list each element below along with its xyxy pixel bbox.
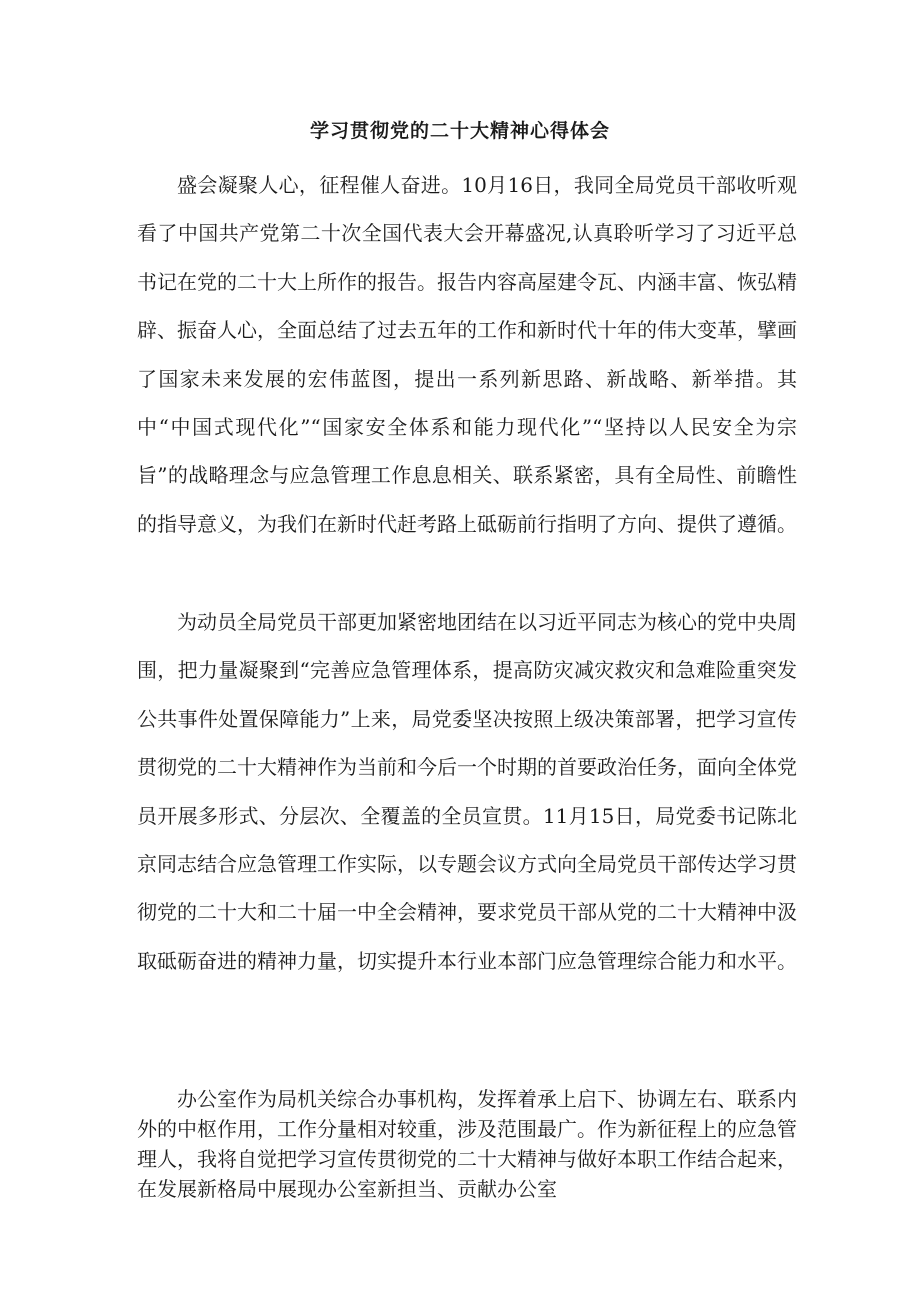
paragraph-1: 盛会凝聚人心，征程催人奋进。10月16日，我同全局党员干部收听观看了中国共产党第二十次全国代表大会开幕盛况,认真聆听学习了习近平总书记在党的二十大上所作的报告。报告内容高屋建令瓦、内涵丰富、恢弘精辟、振奋人心，全面总结了过去五年的工作和新时代十年的伟大变革，擘画了国家未来发展的宏伟蓝图，提出一系列新思路、新战略、新举措。其中“中国式现代化”“国家安全体系和能力现代化”“坚持以人民安全为宗旨”的战略理念与应急管理工作息息相关、联系紧密，具有全局性、前瞻性的指导意义，为我们在新时代赶考路上砥砺前行指明了方向、提供了遵循。: [137, 173, 797, 536]
paragraph-3: 办公室作为局机关综合办事机构，发挥着承上启下、协调左右、联系内外的中枢作用，工作分量相对较重，涉及范围最广。作为新征程上的应急管理人，我将自觉把学习宣传贯彻党的二十大精神与做好本职工作结合起来，在发展新格局中展现办公室新担当、贡献办公室: [137, 1087, 797, 1201]
paragraph-2: 为动员全局党员干部更加紧密地团结在以习近平同志为核心的党中央周围，把力量凝聚到“完善应急管理体系，提高防灾减灾救灾和急难险重突发公共事件处置保障能力”上来，局党委坚决按照上级决策部署，把学习宣传贯彻党的二十大精神作为当前和今后一个时期的首要政治任务，面向全体党员开展多形式、分层次、全覆盖的全员宣贯。11月15日，局党委书记陈北京同志结合应急管理工作实际，以专题会议方式向全局党员干部传达学习贯彻党的二十大和二十届一中全会精神，要求党员干部从党的二十大精神中汲取砥砺奋进的精神力量，切实提升本行业本部门应急管理综合能力和水平。: [137, 610, 797, 973]
document-title: 学习贯彻党的二十大精神心得体会: [309, 120, 610, 142]
